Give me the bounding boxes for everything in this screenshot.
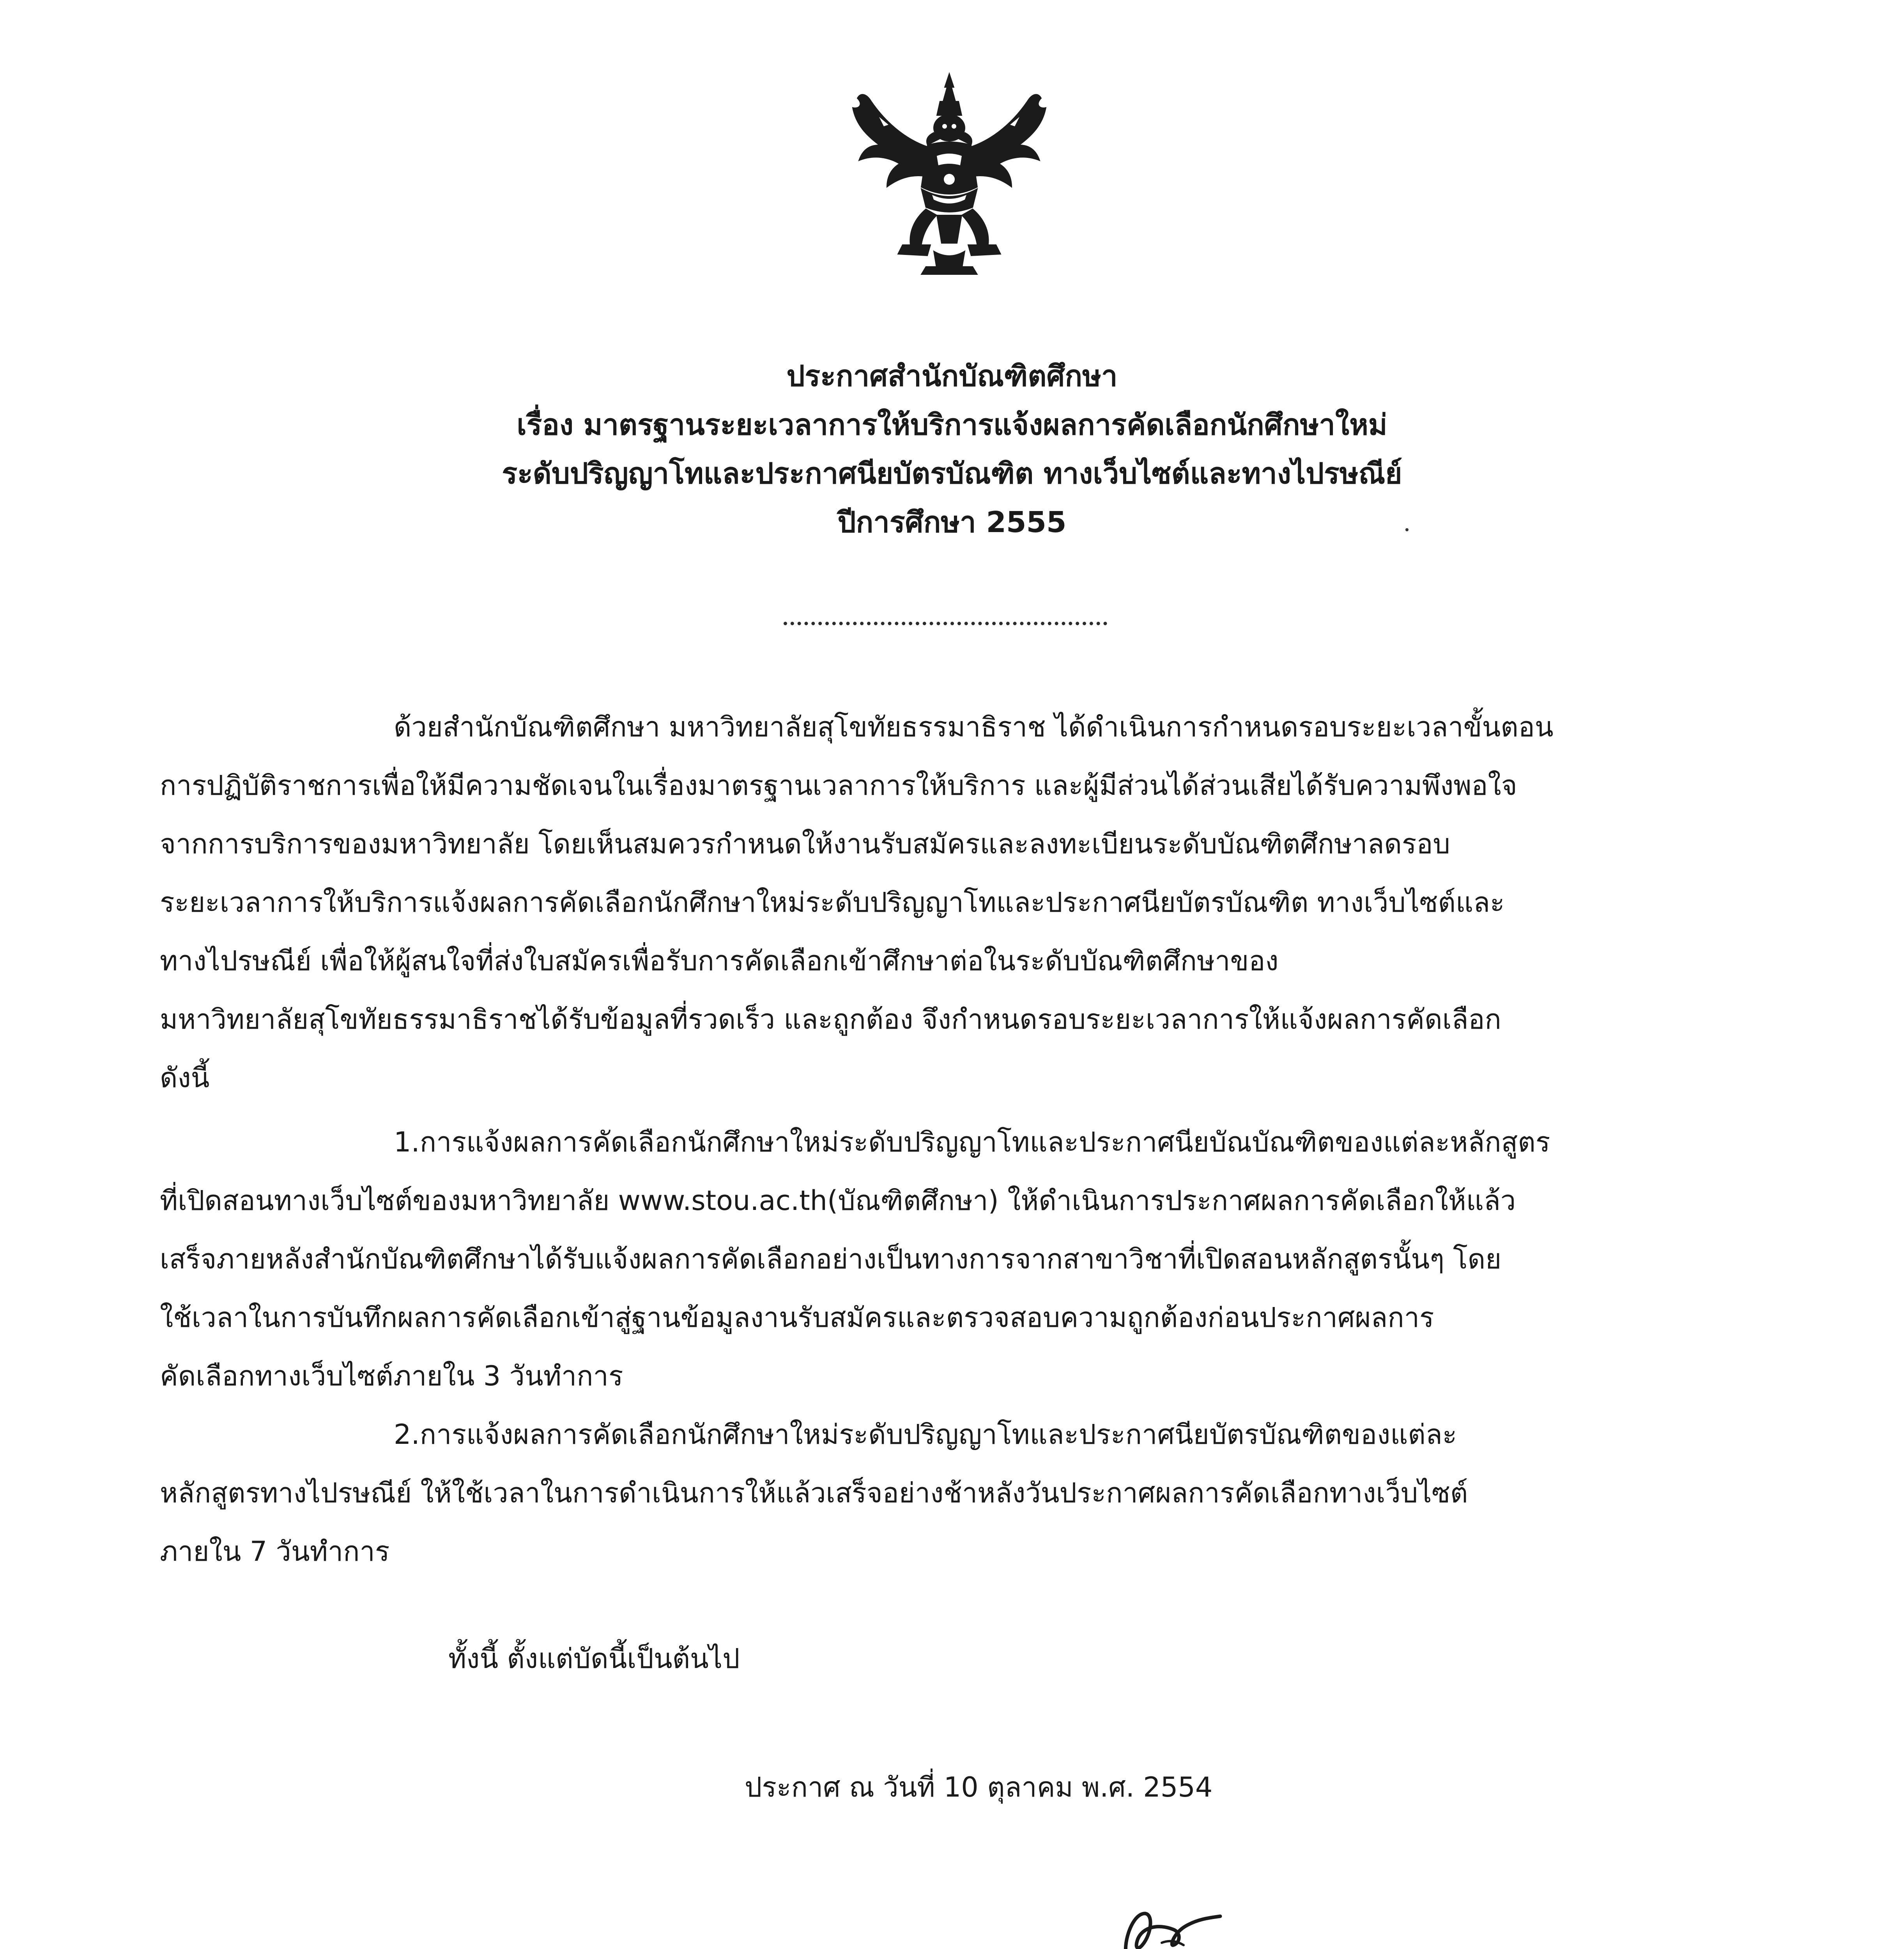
announcement-date: ประกาศ ณ วันที่ 10 ตุลาคม พ.ศ. 2554: [745, 1771, 1213, 1803]
intro-line: ด้วยสำนักบัณฑิตศึกษา มหาวิทยาลัยสุโขทัยธรรมาธิราช ได้ดำเนินการกำหนดรอบระยะเวลาขั้นตอน: [394, 711, 1554, 743]
intro-line: ดังนี้: [160, 1062, 210, 1094]
dotted-separator: [784, 618, 1107, 625]
academic-year: ปีการศึกษา 2555: [837, 506, 1067, 539]
intro-line: จากการบริการของมหาวิทยาลัย โดยเห็นสมควรกำหนดให้งานรับสมัครและลงทะเบียนระดับบัณฑิตศึกษาลดรอบ: [160, 828, 1450, 860]
intro-line: ทางไปรษณีย์ เพื่อให้ผู้สนใจที่ส่งใบสมัครเพื่อรับการคัดเลือกเข้าศึกษาต่อในระดับบัณฑิตศึกษาของ: [160, 945, 1279, 977]
intro-line: การปฏิบัติราชการเพื่อให้มีความชัดเจนในเรื่องมาตรฐานเวลาการให้บริการ และผู้มีส่วนได้ส่วนเสียได้รับความพึงพอใจ: [160, 769, 1517, 801]
announcement-title: ประกาศสำนักบัณฑิตศึกษา: [786, 359, 1118, 393]
announcement-subject-line-2: ระดับปริญญาโทและประกาศนียบัตรบัณฑิต ทางเว็บไซต์และทางไปรษณีย์: [502, 457, 1402, 490]
item-2-line: ภายใน 7 วันทำการ: [160, 1535, 390, 1567]
intro-line: มหาวิทยาลัยสุโขทัยธรรมาธิราชได้รับข้อมูลที่รวดเร็ว และถูกต้อง จึงกำหนดรอบระยะเวลาการให้แจ้งผลการคัดเลือก: [160, 1003, 1501, 1035]
handwritten-signature-icon: [1115, 1902, 1232, 1949]
garuda-emblem-icon: [840, 70, 1058, 281]
effective-statement: ทั้งนี้ ตั้งแต่บัดนี้เป็นต้นไป: [448, 1643, 740, 1675]
item-1-line: คัดเลือกทางเว็บไซต์ภายใน 3 วันทำการ: [160, 1360, 623, 1392]
item-2-line: 2.การแจ้งผลการคัดเลือกนักศึกษาใหม่ระดับปริญญาโทและประกาศนียบัตรบัณฑิตของแต่ละ: [394, 1418, 1457, 1450]
item-1-line: ใช้เวลาในการบันทึกผลการคัดเลือกเข้าสู่ฐานข้อมูลงานรับสมัครและตรวจสอบความถูกต้องก่อนประกาศผลการ: [160, 1302, 1434, 1334]
item-1-line: เสร็จภายหลังสำนักบัณฑิตศึกษาได้รับแจ้งผลการคัดเลือกอย่างเป็นทางการจากสาขาวิชาที่เปิดสอนหลักสูตรนั้นๆ โดย: [160, 1243, 1502, 1275]
item-1-line: ที่เปิดสอนทางเว็บไซต์ของมหาวิทยาลัย www.stou.ac.th(บัณฑิตศึกษา) ให้ดำเนินการประกาศผลการคัดเลือกให้แล้ว: [160, 1185, 1516, 1217]
item-2-line: หลักสูตรทางไปรษณีย์ ให้ใช้เวลาในการดำเนินการให้แล้วเสร็จอย่างช้าหลังวันประกาศผลการคัดเลือกทางเว็บไซต์: [160, 1477, 1468, 1509]
announcement-subject-line-1: เรื่อง มาตรฐานระยะเวลาการให้บริการแจ้งผลการคัดเลือกนักศึกษาใหม่: [517, 408, 1387, 442]
scan-speck: [1405, 528, 1409, 531]
intro-line: ระยะเวลาการให้บริการแจ้งผลการคัดเลือกนักศึกษาใหม่ระดับปริญญาโทและประกาศนียบัตรบัณฑิต ทางเว็บไซต์และ: [160, 886, 1505, 918]
item-1-line: 1.การแจ้งผลการคัดเลือกนักศึกษาใหม่ระดับปริญญาโทและประกาศนียบัณบัณฑิตของแต่ละหลักสูตร: [394, 1126, 1550, 1158]
